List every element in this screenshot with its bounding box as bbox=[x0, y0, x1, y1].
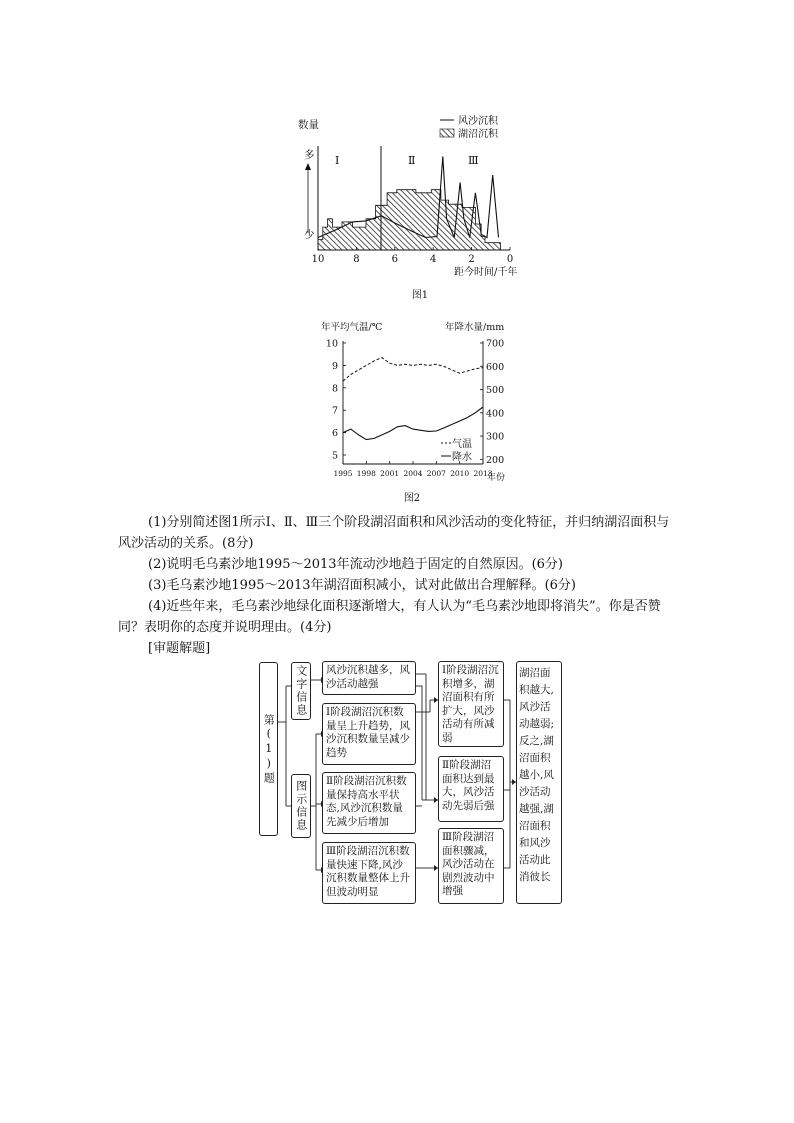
flow-c4: Ⅲ阶段湖沼沉积数量快速下降,风沙沉积数量整体上升但波动明显 bbox=[322, 842, 416, 904]
fig2-right-tick-label: 300 bbox=[486, 431, 505, 443]
fig2-left-tick-label: 9 bbox=[331, 360, 338, 372]
flow-c2: Ⅰ阶段湖沼沉积数量呈上升趋势，风沙沉积数量呈减少趋势 bbox=[322, 703, 416, 765]
fig2-right-tick-label: 700 bbox=[486, 338, 505, 350]
fig2-right-tick-label: 500 bbox=[486, 385, 505, 397]
fig2-legend-precip: 降水 bbox=[452, 452, 472, 463]
flow-c1: 风沙沉积越多，风沙活动越强 bbox=[322, 661, 416, 695]
flow-graph-info: 图示信息 bbox=[291, 774, 311, 838]
fig1-x-tick-label: 6 bbox=[391, 254, 398, 265]
fig2-left-tick-label: 7 bbox=[331, 405, 338, 417]
fig1-legend-lake: 湖沼沉积 bbox=[458, 129, 498, 140]
fig1-stage-1: Ⅰ bbox=[335, 154, 340, 167]
question-3: (3)毛乌素沙地1995～2013年湖沼面积减小，试对此做出合理解释。(6分) bbox=[148, 578, 576, 593]
flow-d2: Ⅱ阶段湖沼面积达到最大，风沙活动先弱后强 bbox=[438, 756, 504, 822]
question-1: (1)分别简述图1所示Ⅰ、Ⅱ、Ⅲ三个阶段湖沼面积和风沙活动的变化特征，并归纳湖沼面积与风沙活动的关系。(8分) bbox=[118, 515, 670, 551]
fig2-x-label: 年份 bbox=[487, 473, 506, 483]
fig2-right-tick-label: 400 bbox=[486, 408, 505, 420]
fig2-left-tick-label: 5 bbox=[331, 450, 338, 462]
fig1-x-tick-label: 10 bbox=[311, 254, 325, 265]
fig1-stage-3: Ⅲ bbox=[468, 154, 479, 167]
flow-c3: Ⅱ阶段湖沼沉积数量保持高水平状态,风沙沉积数量先减少后增加 bbox=[322, 772, 416, 834]
fig2-left-tick-label: 6 bbox=[331, 428, 338, 440]
fig1-ylabel: 数量 bbox=[298, 119, 319, 131]
fig2-right-tick-label: 600 bbox=[486, 361, 505, 373]
fig1-xlabel: 距今时间/千年 bbox=[454, 267, 518, 278]
fig2-ylabel-right: 年降水量/mm bbox=[445, 322, 505, 333]
fig1-x-tick-label: 8 bbox=[353, 254, 360, 265]
fig1-x-tick-label: 4 bbox=[430, 254, 437, 265]
fig2-x-tick-label: 1998 bbox=[356, 469, 376, 478]
fig1-x-tick-label: 2 bbox=[468, 254, 475, 265]
fig1-legend-aeolian: 风沙沉积 bbox=[458, 116, 498, 127]
flow-text-info: 文字信息 bbox=[291, 662, 311, 720]
fig2-x-tick-label: 2007 bbox=[426, 469, 446, 478]
flow-d3: Ⅲ阶段湖沼面积骤减，风沙活动在剧烈波动中增强 bbox=[438, 828, 504, 904]
fig2-x-tick-label: 2013 bbox=[473, 469, 493, 478]
question-4: (4)近些年来，毛乌素沙地绿化面积逐渐增大，有人认为“毛乌素沙地即将消失”。你是否赞同？表明你的态度并说明理由。(4分) bbox=[118, 599, 661, 635]
fig2-ylabel-left: 年平均气温/℃ bbox=[321, 322, 383, 333]
fig1-x-tick-label: 0 bbox=[506, 254, 514, 265]
fig2-x-tick-label: 1995 bbox=[333, 469, 353, 478]
fig2-x-tick-label: 2010 bbox=[450, 469, 470, 478]
flow-root: 第(1)题 bbox=[259, 662, 278, 836]
question-2: (2)说明毛乌素沙地1995～2013年流动沙地趋于固定的自然原因。(6分) bbox=[148, 557, 563, 572]
flow-d1: Ⅰ阶段湖沼沉积增多，湖沼面积有所扩大，风沙活动有所减弱 bbox=[438, 661, 504, 747]
analysis-heading: [审题解题] bbox=[148, 641, 211, 656]
fig2-x-tick-label: 2001 bbox=[380, 469, 400, 478]
fig2-left-tick-label: 10 bbox=[325, 338, 338, 350]
fig2-x-tick-label: 2004 bbox=[403, 469, 423, 478]
figure-2-caption: 图2 bbox=[403, 493, 421, 504]
fig2-legend-temp: 气温 bbox=[452, 439, 472, 450]
fig1-ylabel-high: 多 bbox=[304, 149, 315, 161]
fig1-ylabel-low: 少 bbox=[304, 229, 315, 241]
fig2-left-tick-label: 8 bbox=[331, 383, 338, 395]
flow-conclusion: 湖沼面积越大,风沙活动越弱;反之,湖沼面积越小,风沙活动越强,湖沼面积和风沙活动此消彼长 bbox=[516, 661, 562, 904]
figure-1-caption: 图1 bbox=[411, 290, 429, 301]
fig2-right-tick-label: 200 bbox=[486, 454, 505, 466]
fig1-stage-2: Ⅱ bbox=[408, 154, 416, 167]
